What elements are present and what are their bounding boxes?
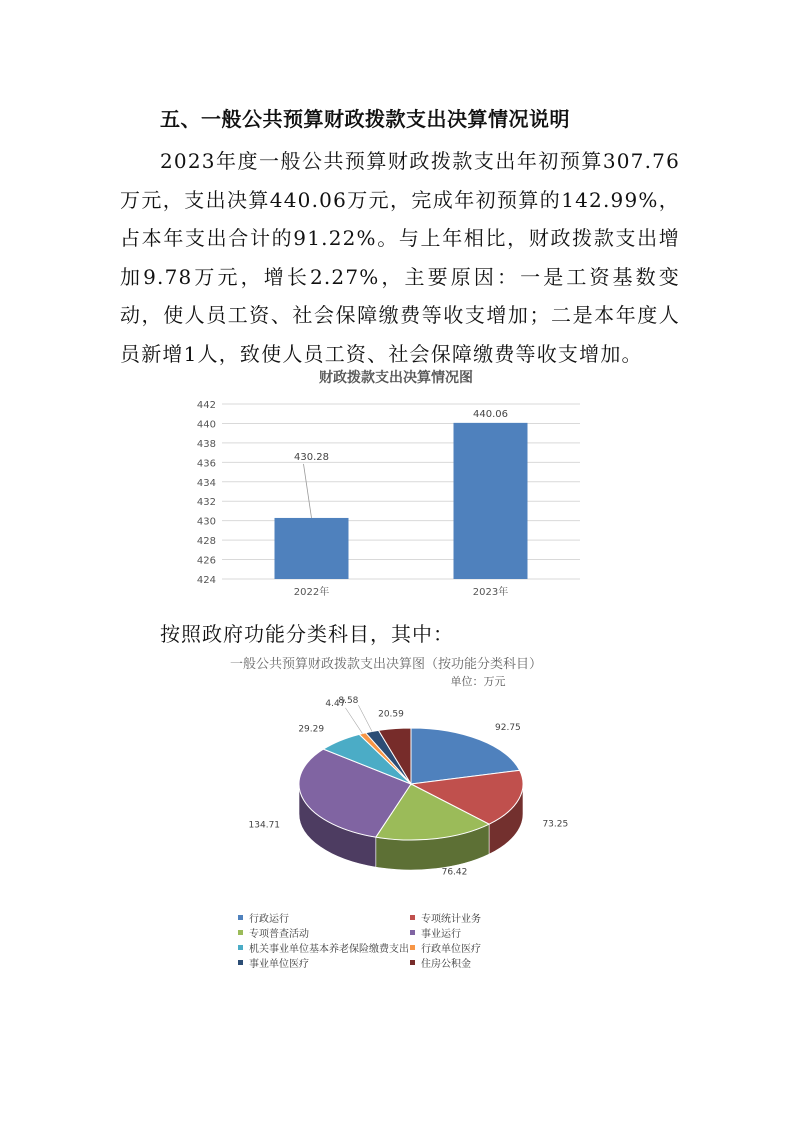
y-tick-label: 430 (196, 516, 216, 528)
pie-chart (0, 652, 793, 902)
legend-label: 专项统计业务 (421, 914, 481, 925)
legend-item (238, 955, 309, 970)
pie-value-label: 92.75 (495, 723, 521, 734)
y-tick-label: 440 (196, 419, 216, 431)
bar-2023年 (454, 423, 528, 579)
y-tick-label: 442 (196, 400, 216, 411)
legend-label: 事业运行 (421, 929, 461, 940)
y-tick-label: 436 (196, 458, 216, 470)
legend-item (238, 940, 409, 955)
legend-swatch (410, 915, 415, 920)
pie-chart-unit: 单位：万元 (450, 675, 506, 688)
legend-label: 专项普查活动 (249, 929, 309, 940)
x-tick-label: 2022年 (293, 587, 330, 598)
y-tick-label: 428 (196, 536, 216, 548)
x-tick-label: 2023年 (472, 587, 509, 598)
bar-chart-title: 财政拨款支出决算情况图 (319, 370, 473, 386)
legend-swatch (410, 930, 415, 935)
bar-label-leader (304, 464, 312, 518)
y-tick-label: 434 (196, 477, 216, 489)
legend-swatch (410, 945, 415, 950)
pie-value-label: 8.58 (338, 696, 359, 707)
pie-value-label: 73.25 (542, 819, 569, 830)
legend-swatch (238, 945, 243, 950)
legend-item (410, 910, 481, 925)
pie-value-label: 76.42 (441, 867, 468, 878)
legend-item (238, 910, 289, 925)
sub-heading: 按照政府功能分类科目，其中： (160, 622, 454, 646)
bar-value-label: 430.28 (294, 451, 329, 463)
legend-swatch (410, 960, 415, 965)
legend-label: 机关事业单位基本养老保险缴费支出 (249, 944, 409, 955)
legend-label: 行政单位医疗 (421, 944, 481, 955)
y-tick-label: 432 (196, 497, 216, 509)
legend-label: 住房公积金 (421, 959, 471, 970)
legend-item (238, 925, 309, 940)
y-tick-label: 424 (196, 575, 216, 586)
y-tick-label: 438 (196, 438, 216, 450)
pie-chart-title: 一般公共预算财政拨款支出决算图（按功能分类科目） (229, 657, 543, 672)
pie-value-label: 29.29 (298, 724, 325, 735)
pie-label-leader (358, 705, 372, 731)
pie-label-leader (345, 708, 362, 734)
y-tick-label: 426 (196, 555, 216, 567)
legend-item (410, 940, 481, 955)
legend-item (410, 955, 471, 970)
bar-chart (0, 360, 793, 620)
pie-value-label: 20.59 (378, 709, 404, 720)
legend-label: 事业单位医疗 (249, 959, 309, 970)
pie-value-label: 134.71 (248, 820, 281, 831)
bar-value-label: 440.06 (473, 408, 508, 420)
body-paragraph: 2023年度一般公共预算财政拨款支出年初预算307.76万元，支出决算440.06万元，完成年初预算的142.99%，占本年支出合计的91.22%。与上年相比，财政拨款支出增加9.78万元，增长2.27%，主要原因：一是工资基数变动，使人员工资、社会保障缴费等收支增加；二是本年度人员新增1人，致使人员工资、社会保障缴费等收支增加。 (120, 149, 680, 366)
section-heading: 五、一般公共预算财政拨款支出决算情况说明 (160, 107, 570, 131)
bar-2022年 (275, 518, 349, 579)
legend-item (410, 925, 461, 940)
legend-label: 行政运行 (249, 914, 289, 925)
pie-value-label: 4.47 (325, 698, 346, 709)
legend-swatch (238, 960, 243, 965)
legend-swatch (238, 915, 243, 920)
legend-swatch (238, 930, 243, 935)
